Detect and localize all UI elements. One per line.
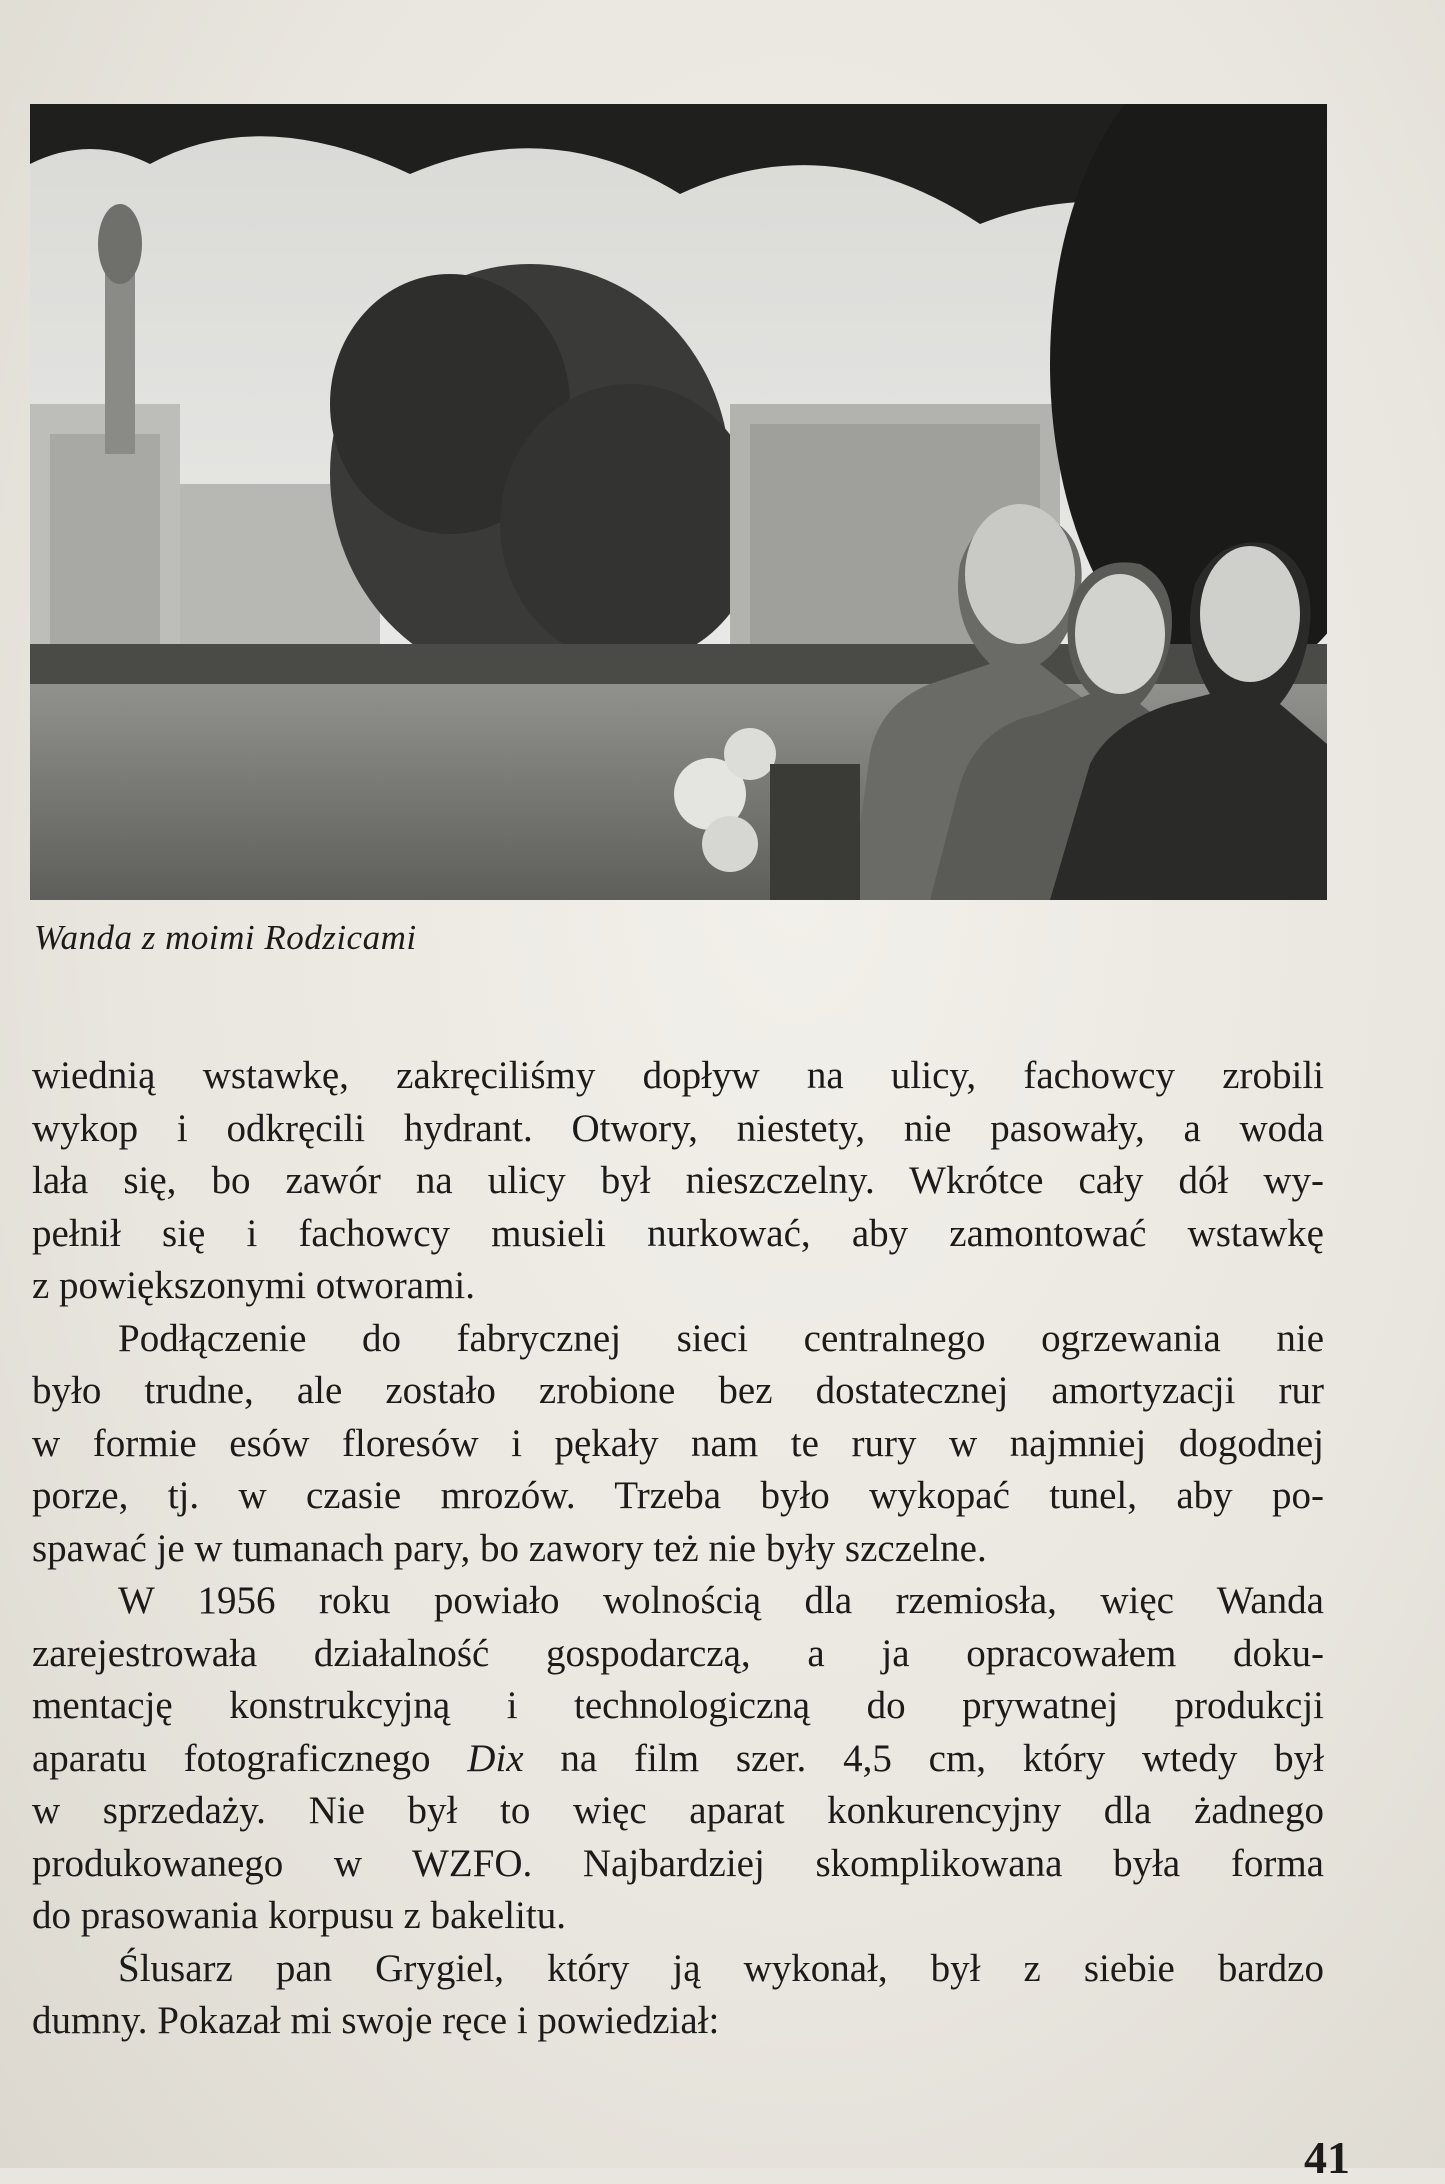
text-line: zarejestrowała działalność gospodarczą, a ja opracowałem doku- (32, 1631, 1324, 1675)
text-line: z powiększonymi otworami. (32, 1264, 475, 1307)
text-run: na film szer. 4,5 cm, który wtedy był (523, 1736, 1324, 1780)
text-line: dumny. Pokazał mi swoje ręce i powiedział: (32, 1999, 720, 2042)
text-line: pełnił się i fachowcy musieli nurkować, aby zamontować wstawkę (32, 1211, 1324, 1255)
text-line: produkowanego w WZFO. Najbardziej skomplikowana była forma (32, 1841, 1324, 1885)
paragraph (32, 1943, 1324, 2048)
photo-caption: Wanda z moimi Rodzicami (34, 918, 417, 957)
paragraph (32, 1575, 1324, 1943)
text-line: porze, tj. w czasie mrozów. Trzeba było wykopać tunel, aby po- (32, 1474, 1324, 1517)
text-line: lała się, bo zawór na ulicy był nieszczelny. Wkrótce cały dół wy- (32, 1159, 1324, 1202)
text-line: było trudne, ale zostało zrobione bez dostatecznej amortyzacji rur (32, 1369, 1324, 1412)
page-number: 41 (1304, 2132, 1350, 2183)
camera-name: Dix (467, 1736, 524, 1780)
photo-image (30, 104, 1327, 900)
text-line: spawać je w tumanach pary, bo zawory też nie były szczelne. (32, 1526, 987, 1570)
photograph (30, 104, 1327, 900)
text-line (32, 1733, 1324, 1786)
text-line: do prasowania korpusu z bakelitu. (32, 1894, 566, 1937)
text-line: w sprzedaży. Nie był to więc aparat konkurencyjny dla żadnego (32, 1789, 1324, 1832)
text-line: W 1956 roku powiało wolnością dla rzemiosła, więc Wanda (118, 1579, 1324, 1622)
text-line: Podłączenie do fabrycznej sieci centralnego ogrzewania nie (118, 1316, 1324, 1360)
text-run: aparatu fotograficznego (32, 1736, 468, 1780)
text-line: wykop i odkręcili hydrant. Otwory, niestety, nie pasowały, a woda (32, 1106, 1324, 1150)
paragraph (32, 1313, 1324, 1576)
body-text (32, 1050, 1324, 2048)
text-line: wiednią wstawkę, zakręciliśmy dopływ na ulicy, fachowcy zrobili (32, 1054, 1324, 1097)
text-line: w formie esów floresów i pękały nam te rury w najmniej dogodnej (32, 1421, 1324, 1465)
text-line: mentację konstrukcyjną i technologiczną do prywatnej produkcji (32, 1684, 1324, 1727)
text-line: Ślusarz pan Grygiel, który ją wykonał, był z siebie bardzo (118, 1946, 1324, 1990)
paragraph (32, 1050, 1324, 1313)
